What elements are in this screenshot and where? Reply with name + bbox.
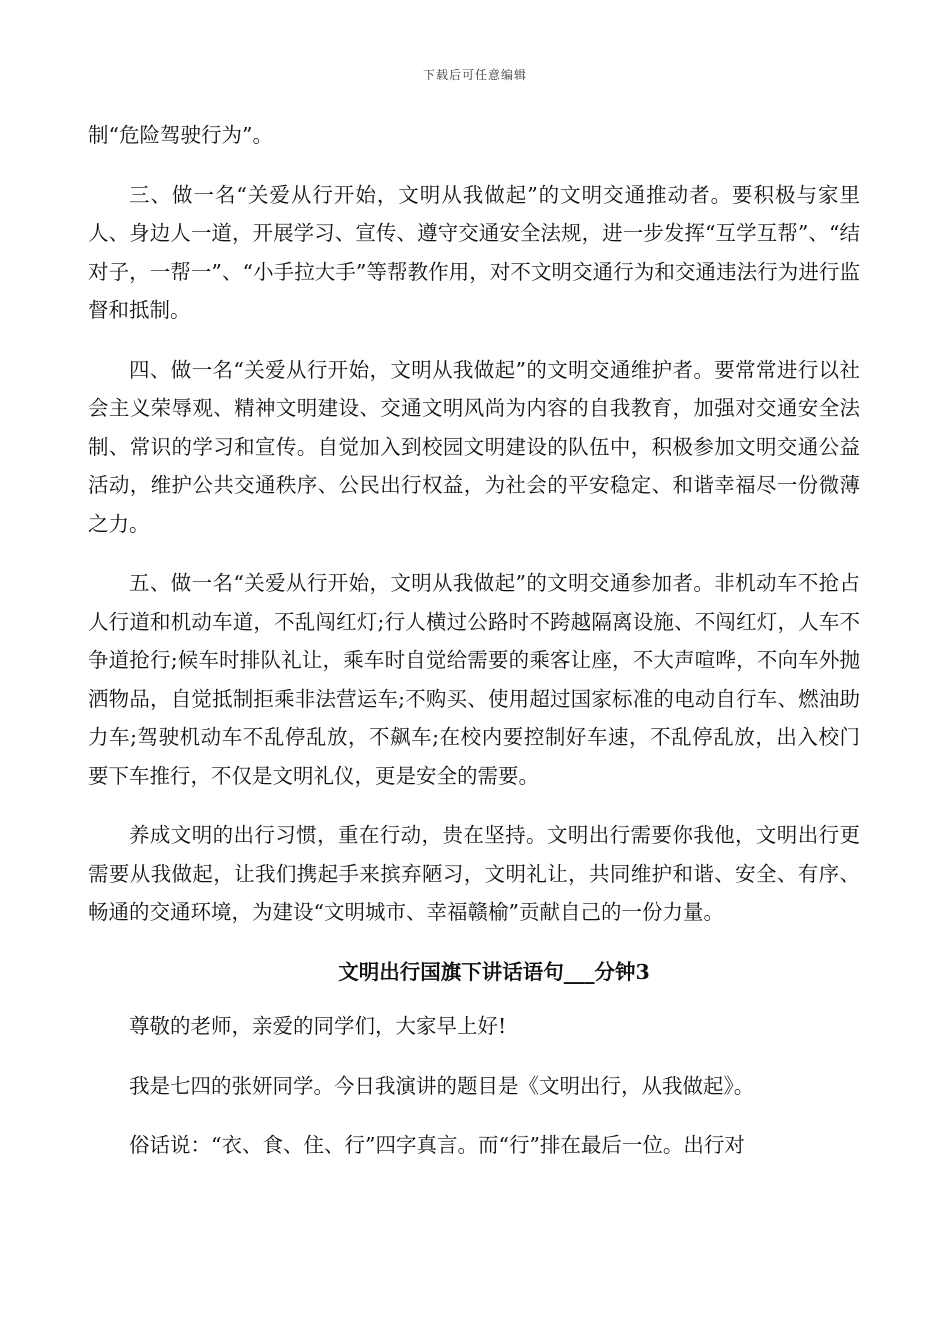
paragraph-item-4: 四、做一名“关爱从行开始，文明从我做起”的文明交通维护者。要常常进行以社会主义荣辱观、精神文明建设、交通文明风尚为内容的自我教育，加强对交通安全法制、常识的学习和宣传。自觉加入到校园文明建设的队伍中，积极参加文明交通公益活动，维护公共交通秩序、公民出行权益，为社会的平安稳定、和谐幸福尽一份微薄之力。 bbox=[88, 357, 860, 536]
paragraph-item-3: 三、做一名“关爱从行开始，文明从我做起”的文明交通推动者。要积极与家里人、身边人一道，开展学习、宣传、遵守交通安全法规，进一步发挥“互学互帮”、“结对子，一帮一”、“小手拉大手”等帮教作用，对不文明交通行为和交通违法行为进行监督和抵制。 bbox=[88, 182, 860, 322]
paragraph-continuation: 制“危险驾驶行为”。 bbox=[88, 123, 273, 147]
section-title: 文明出行国旗下讲话语句___分钟3 bbox=[338, 959, 650, 984]
page-header-note: 下载后可任意编辑 bbox=[422, 68, 527, 82]
speech-intro: 我是七四的张妍同学。今日我演讲的题目是《文明出行，从我做起》。 bbox=[129, 1073, 755, 1098]
paragraph-item-5: 五、做一名“关爱从行开始，文明从我做起”的文明交通参加者。非机动车不抢占人行道和机动车道，不乱闯红灯;行人横过公路时不跨越隔离设施、不闯红灯，人车不争道抢行;候车时排队礼让，乘车时自觉给需要的乘客让座，不大声喧哗，不向车外抛洒物品，自觉抵制拒乘非法营运车;不购买、使用超过国家标准的电动自行车、燃油助力车;驾驶机动车不乱停乱放，不飙车;在校内要控制好车速，不乱停乱放，出入校门要下车推行，不仅是文明礼仪，更是安全的需要。 bbox=[88, 571, 860, 788]
paragraph-conclusion: 养成文明的出行习惯，重在行动，贵在坚持。文明出行需要你我他，文明出行更需要从我做起，让我们携起手来摈弃陋习，文明礼让，共同维护和谐、安全、有序、畅通的交通环境，为建设“文明城市、幸福赣榆”贡献自己的一份力量。 bbox=[88, 823, 860, 924]
speech-opening: 俗话说：“衣、食、住、行”四字真言。而“行”排在最后一位。出行对 bbox=[129, 1133, 745, 1157]
speech-greeting: 尊敬的老师，亲爱的同学们，大家早上好! bbox=[129, 1014, 507, 1038]
document-body bbox=[88, 116, 860, 1186]
